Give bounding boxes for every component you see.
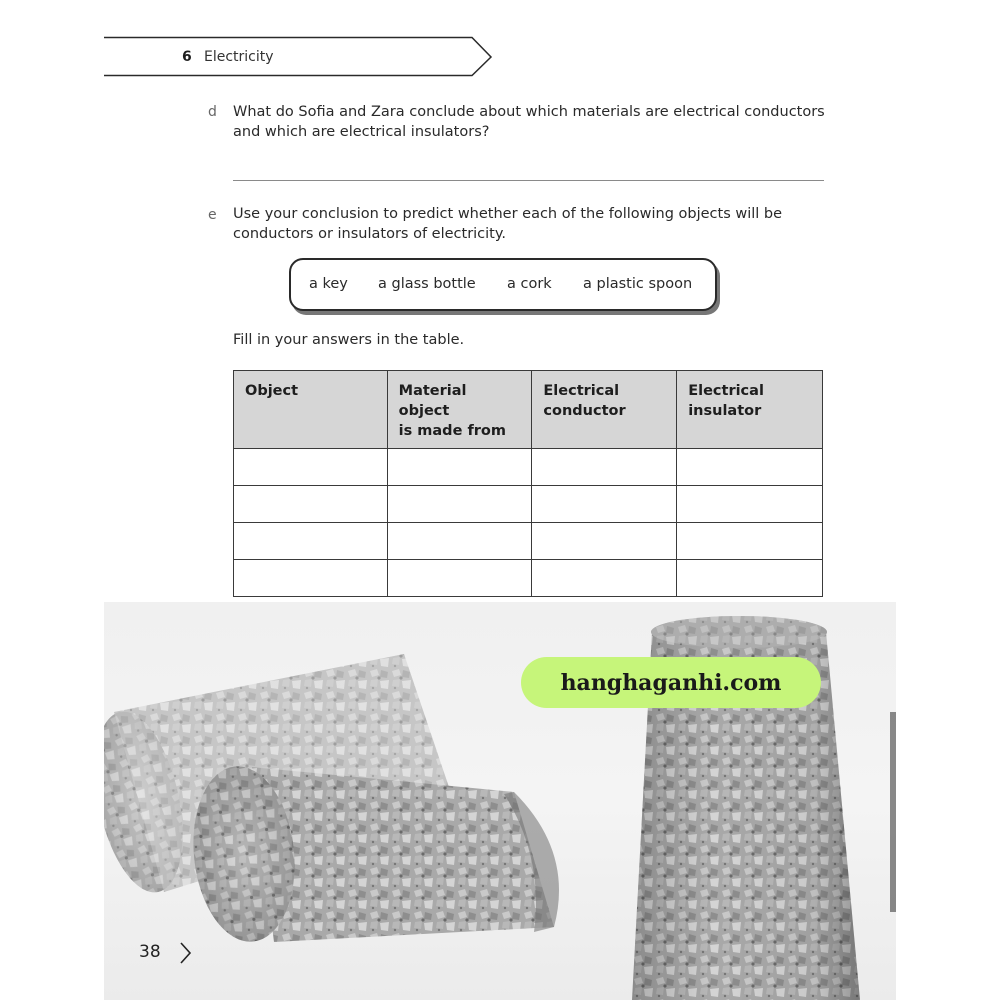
answer-table (233, 370, 823, 597)
question-e-line-1: Use your conclusion to predict whether each of the following objects will be (233, 206, 783, 222)
question-d-line-1: What do Sofia and Zara conclude about which materials are electrical conductors (233, 104, 825, 120)
table-cell[interactable] (387, 560, 532, 597)
header-line: Object (245, 383, 299, 399)
table-cell[interactable] (532, 560, 677, 597)
question-d-letter: d (208, 104, 217, 120)
word-box-item: a plastic spoon (583, 276, 693, 292)
table-header-row (234, 371, 823, 449)
header-conductor (532, 371, 677, 449)
table-cell[interactable] (677, 523, 823, 560)
header-line: Electrical (543, 383, 620, 399)
question-d-text (233, 102, 833, 142)
word-box (289, 258, 717, 311)
question-e-letter: e (208, 207, 217, 223)
header-line: insulator (688, 403, 762, 419)
question-d-line-2: and which are electrical insulators? (233, 124, 490, 140)
word-box-item: a key (309, 276, 348, 292)
table-cell[interactable] (234, 486, 388, 523)
answer-line[interactable] (233, 180, 824, 181)
header-line: Material object (398, 383, 467, 419)
table-cell[interactable] (234, 449, 388, 486)
table-row (234, 449, 823, 486)
header-object (234, 371, 388, 449)
table-cell[interactable] (234, 523, 388, 560)
table-row (234, 523, 823, 560)
word-box-item: a glass bottle (378, 276, 476, 292)
header-insulator (677, 371, 823, 449)
table-cell[interactable] (532, 486, 677, 523)
word-box-item: a cork (507, 276, 552, 292)
header-material (387, 371, 532, 449)
table-row (234, 486, 823, 523)
table-cell[interactable] (387, 486, 532, 523)
table-cell[interactable] (677, 486, 823, 523)
table-cell[interactable] (532, 449, 677, 486)
table-cell[interactable] (387, 449, 532, 486)
chapter-number: 6 (182, 49, 192, 65)
table-cell[interactable] (677, 560, 823, 597)
watermark-badge (521, 657, 821, 708)
header-line: conductor (543, 403, 626, 419)
header-line: Electrical (688, 383, 764, 399)
header-line: is made from (398, 423, 506, 439)
chevron-right-icon[interactable] (178, 940, 194, 966)
watermark-text: hanghaganhi.com (560, 670, 782, 696)
table-cell[interactable] (677, 449, 823, 486)
table-cell[interactable] (532, 523, 677, 560)
chapter-title: Electricity (204, 49, 274, 65)
page-number: 38 (139, 942, 161, 962)
table-instruction: Fill in your answers in the table. (233, 332, 465, 348)
question-e-text (233, 204, 833, 244)
question-e-line-2: conductors or insulators of electricity. (233, 226, 506, 242)
table-row (234, 560, 823, 597)
table-cell[interactable] (234, 560, 388, 597)
table-cell[interactable] (387, 523, 532, 560)
